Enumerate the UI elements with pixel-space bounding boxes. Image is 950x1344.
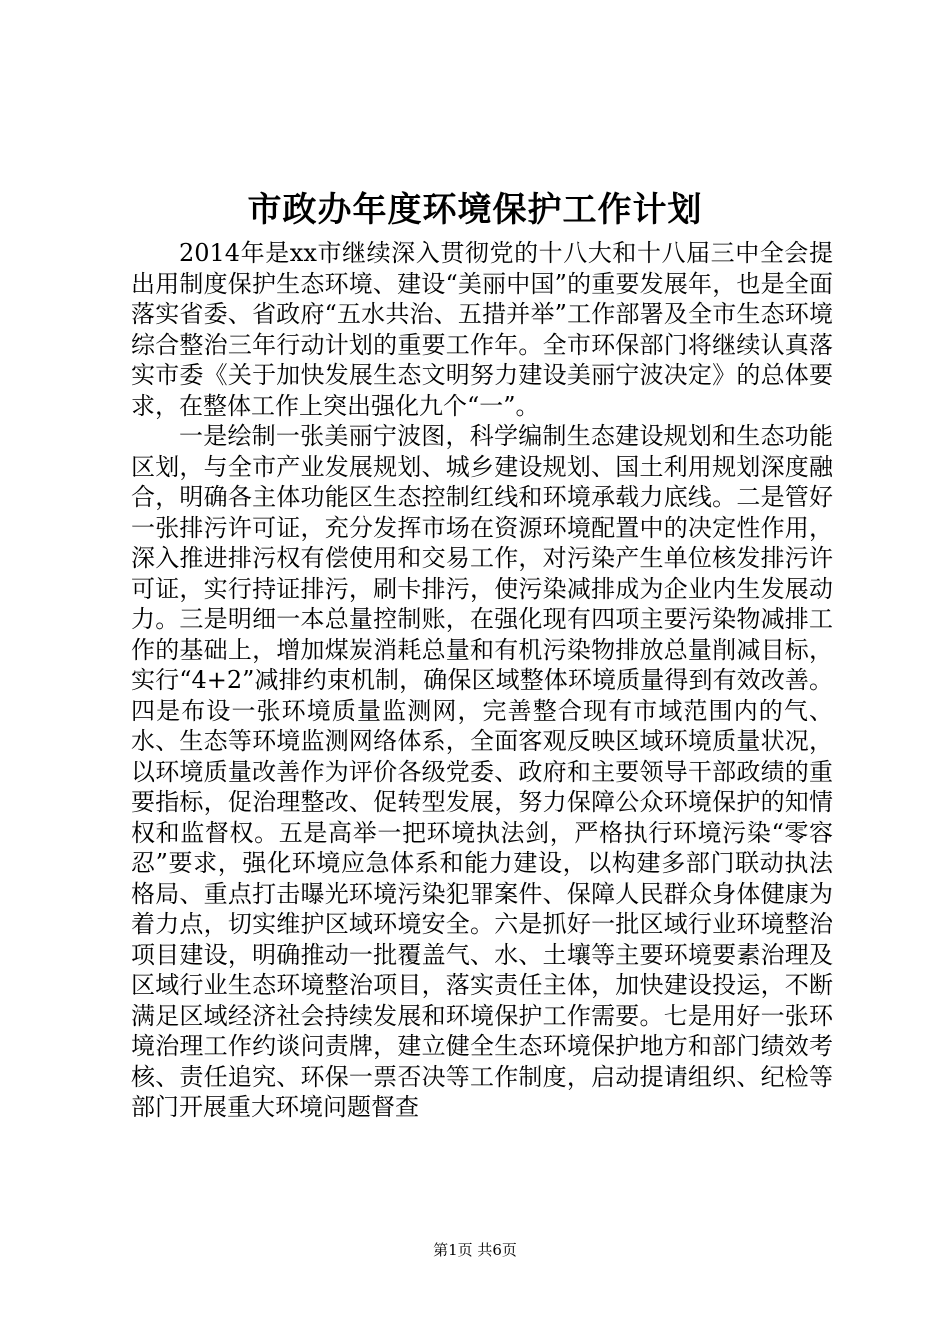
paragraph-measures: 一是绘制一张美丽宁波图，科学编制生态建设规划和生态功能区划，与全市产业发展规划、城乡建设规划、国土利用规划深度融合，明确各主体功能区生态控制红线和环境承载力底线。二是管好一张排污许可证，充分发挥市场在资源环境配置中的决定性作用，深入推进排污权有偿使用和交易工作，对污染产生单位核发排污许可证，实行持证排污，刷卡排污，使污染减排成为企业内生发展动力。三是明细一本总量控制账，在强化现有四项主要污染物减排工作的基础上，增加煤炭消耗总量和有机污染物排放总量削减目标，实行“4+2”减排约束机制，确保区域整体环境质量得到有效改善。四是布设一张环境质量监测网，完善整合现有市域范围内的气、水、生态等环境监测网络体系，全面客观反映区域环境质量状况，以环境质量改善作为评价各级党委、政府和主要领导干部政绩的重要指标，促治理整改、促转型发展，努力保障公众环境保护的知情权和监督权。五是高举一把环境执法剑，严格执行环境污染“零容忍”要求，强化环境应急体系和能力建设，以构建多部门联动执法格局、重点打击曝光环境污染犯罪案件、保障人民群众身体健康为着力点，切实维护区域环境安全。六是抓好一批区域行业环境整治项目建设，明确推动一批覆盖气、水、土壤等主要环境要素治理及区域行业生态环境整治项目，落实责任主体，加快建设投运，不断满足区域经济社会持续发展和环境保护工作需要。七是用好一张环境治理工作约谈问责牌，建立健全生态环境保护地方和部门绩效考核、责任追究、环保一票否决等工作制度，启动提请组织、纪检等部门开展重大环境问题督查	[131, 422, 833, 1121]
paragraph-intro: 2014年是xx市继续深入贯彻党的十八大和十八届三中全会提出用制度保护生态环境、建设“美丽中国”的重要发展年，也是全面落实省委、省政府“五水共治、五措并举”工作部署及全市生态环境综合整治三年行动计划的重要工作年。全市环保部门将继续认真落实市委《关于加快发展生态文明努力建设美丽宁波决定》的总体要求，在整体工作上突出强化九个“一”。	[131, 239, 833, 420]
document-body	[131, 238, 833, 1123]
page-number: 第1页 共6页	[433, 1241, 517, 1259]
document-title: 市政办年度环境保护工作计划	[247, 190, 703, 230]
